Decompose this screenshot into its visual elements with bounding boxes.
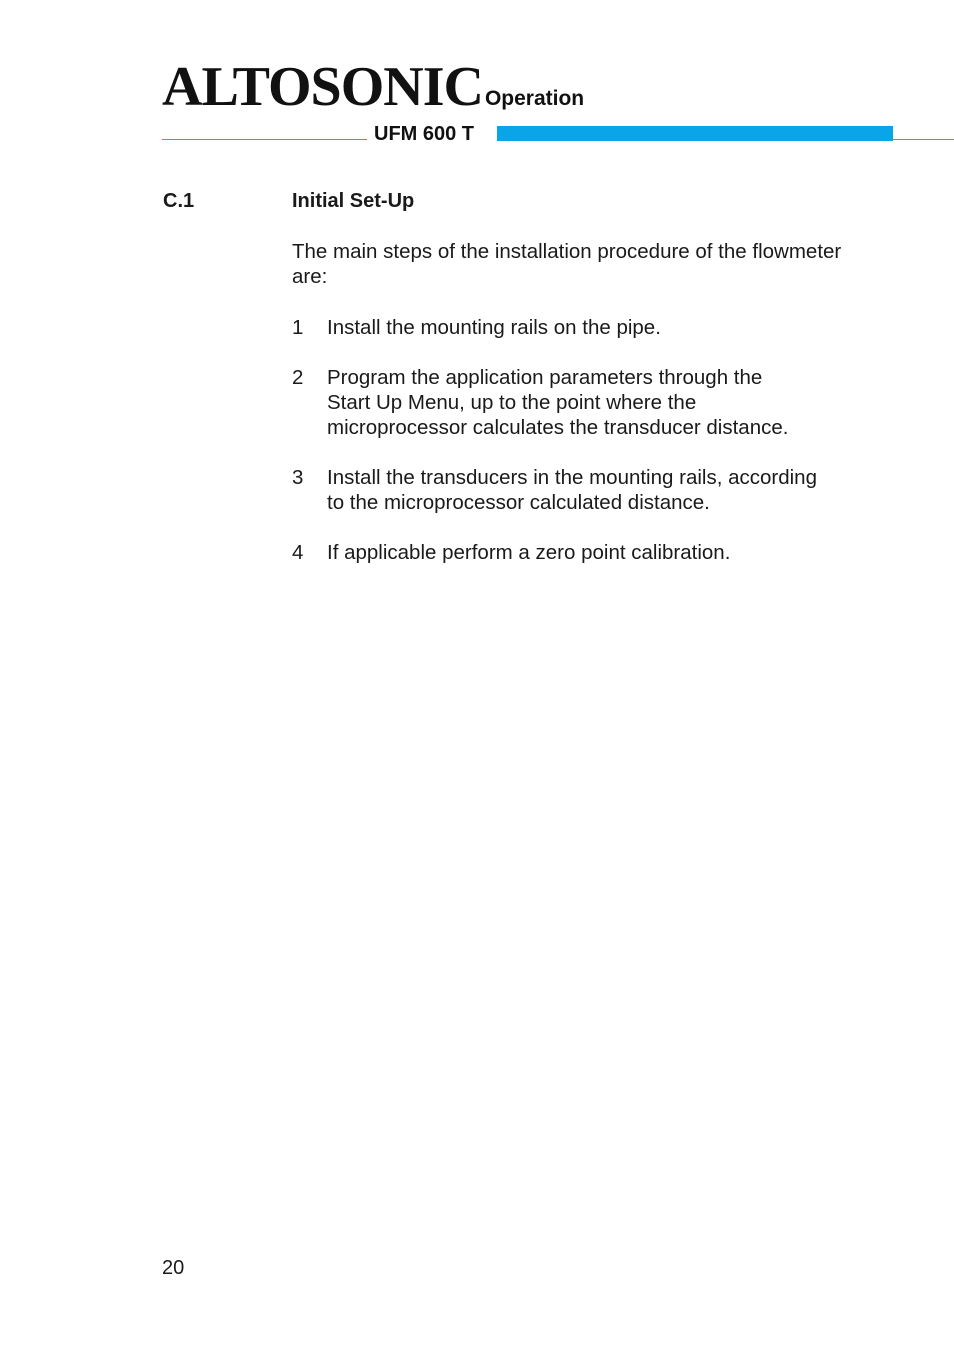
list-item-text <box>327 540 877 565</box>
list-item-number: 1 <box>292 316 304 339</box>
brand-logo-text: ALTOSONIC <box>162 56 483 118</box>
list-item-text <box>327 315 877 340</box>
list-item-line: Install the mounting rails on the pipe. <box>327 316 661 339</box>
list-item-text <box>327 465 877 515</box>
list-item-line: Program the application parameters through the <box>327 366 763 389</box>
list-item-number: 4 <box>292 541 304 564</box>
intro-paragraph <box>292 239 892 289</box>
section-title: Initial Set-Up <box>292 190 415 212</box>
list-item-text <box>327 365 877 440</box>
header-rule-left <box>162 139 367 140</box>
list-item-line: microprocessor calculates the transducer distance. <box>327 416 789 439</box>
brand-header <box>162 52 584 122</box>
page-number: 20 <box>162 1257 185 1279</box>
header-accent-bar <box>497 126 893 141</box>
intro-line: The main steps of the installation procedure of the flowmeter <box>292 240 842 263</box>
list-item-number: 2 <box>292 366 304 389</box>
intro-line: are: <box>292 265 328 288</box>
header-rule-right <box>893 139 954 140</box>
list-item-number: 3 <box>292 466 304 489</box>
list-item-line: If applicable perform a zero point calibration. <box>327 541 731 564</box>
list-item-line: to the microprocessor calculated distance. <box>327 491 710 514</box>
section-number: C.1 <box>163 190 195 212</box>
document-type: Operation <box>484 87 585 110</box>
list-item-line: Install the transducers in the mounting rails, according <box>327 466 817 489</box>
list-item-line: Start Up Menu, up to the point where the <box>327 391 697 414</box>
model-name: UFM 600 T <box>374 123 475 145</box>
